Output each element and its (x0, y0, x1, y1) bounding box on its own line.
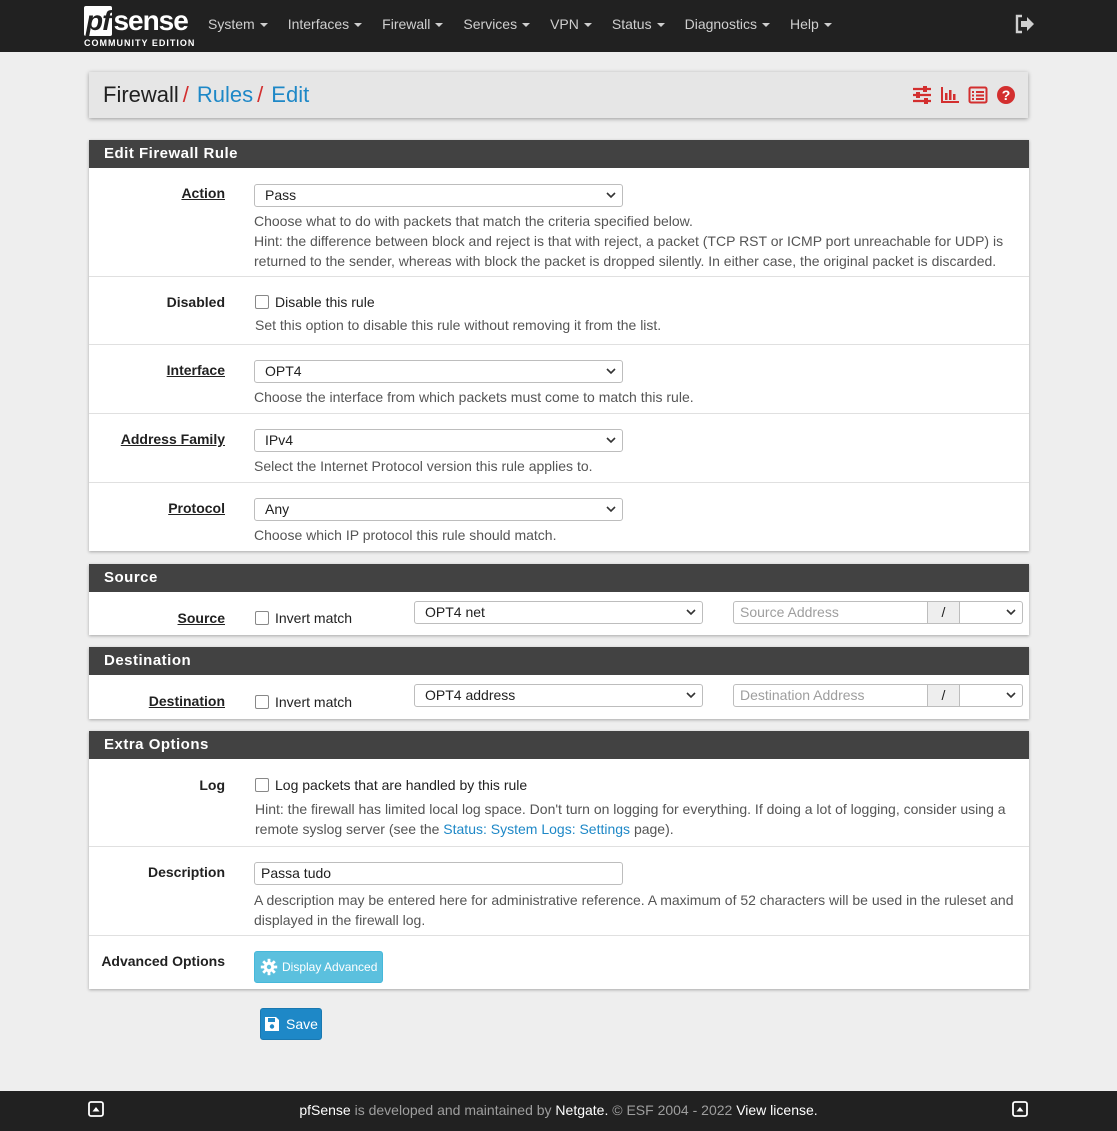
protocol-row: Protocol Any Choose which IP protocol this rule should match. (89, 483, 1029, 551)
menu-firewall[interactable]: Firewall (372, 0, 453, 52)
interface-select[interactable]: OPT4 (254, 360, 623, 383)
extra-options-panel (89, 731, 1029, 989)
chevron-down-icon (605, 434, 617, 446)
list-icon[interactable] (968, 85, 988, 105)
address-family-row: Address Family IPv4 Select the Internet Protocol version this rule applies to. (89, 414, 1029, 483)
sliders-icon[interactable] (912, 85, 932, 105)
menu-interfaces[interactable]: Interfaces (278, 0, 372, 52)
pfsense-link[interactable]: pfSense (299, 1102, 351, 1118)
menu-diagnostics[interactable]: Diagnostics (675, 0, 780, 52)
logout-icon[interactable] (1014, 14, 1036, 34)
edit-rule-panel (89, 140, 1029, 551)
breadcrumb-rules[interactable]: Rules (196, 82, 254, 107)
destination-address-input[interactable]: Destination Address (733, 684, 928, 707)
caret-down-icon (657, 23, 665, 27)
source-mask-select[interactable] (959, 601, 1023, 624)
caret-down-icon (824, 23, 832, 27)
chevron-down-icon (1005, 606, 1017, 618)
pfsense-logo[interactable]: pf sense COMMUNITY EDITION (84, 5, 196, 48)
question-circle-icon[interactable] (996, 85, 1016, 105)
description-label: Description (147, 864, 225, 880)
protocol-label[interactable]: Protocol (168, 500, 225, 516)
caret-down-icon (584, 23, 592, 27)
netgate-link[interactable]: Netgate. (555, 1102, 609, 1118)
disabled-row: Disabled Disable this rule Set this option to disable this rule without removing it from the list. (89, 277, 1029, 345)
advanced-options-label: Advanced Options (101, 953, 225, 969)
disable-rule-checkbox[interactable] (255, 295, 269, 309)
address-family-label[interactable]: Address Family (120, 431, 225, 447)
gear-icon (260, 958, 278, 976)
caret-down-icon (354, 23, 362, 27)
chevron-down-icon (605, 365, 617, 377)
panel-title: Source (89, 564, 1029, 592)
log-row: Log Log packets that are handled by this rule Hint: the firewall has limited local log space. Don't turn on logging for everything. If doing a lot of logging, consider using a remote syslog server (see the Status: System Logs: Settings page). (89, 759, 1029, 847)
disabled-label: Disabled (166, 294, 225, 310)
protocol-select[interactable]: Any (254, 498, 623, 521)
log-checkbox[interactable] (255, 778, 269, 792)
menu-status[interactable]: Status (602, 0, 675, 52)
chevron-down-icon (1005, 689, 1017, 701)
interface-row: Interface OPT4 Choose the interface from which packets must come to match this rule. (89, 345, 1029, 414)
breadcrumb-firewall: Firewall (103, 82, 179, 107)
header-shortcuts (912, 85, 1016, 105)
main-menu (198, 0, 842, 52)
top-navbar (0, 0, 1117, 52)
source-panel (89, 564, 1029, 635)
panel-title: Destination (89, 647, 1029, 675)
system-logs-settings-link[interactable]: Status: System Logs: Settings (443, 821, 631, 837)
menu-vpn[interactable]: VPN (540, 0, 602, 52)
chevron-down-icon (605, 503, 617, 515)
footer-text: pfSense is developed and maintained by Netgate. © ESF 2004 - 2022 View license. (299, 1102, 818, 1118)
display-advanced-button[interactable]: Display Advanced (254, 951, 383, 983)
interface-label[interactable]: Interface (166, 362, 225, 378)
description-input[interactable]: Passa tudo (254, 862, 623, 885)
log-label: Log (199, 777, 225, 793)
source-invert-checkbox[interactable] (255, 611, 269, 625)
caret-down-icon (762, 23, 770, 27)
source-address-input[interactable]: Source Address (733, 601, 928, 624)
caret-down-icon (435, 23, 443, 27)
breadcrumb: Firewall / Rules / Edit (103, 82, 310, 107)
destination-label[interactable]: Destination (148, 693, 225, 709)
bar-chart-icon[interactable] (940, 85, 960, 105)
footer (0, 1091, 1117, 1131)
breadcrumb-edit[interactable]: Edit (271, 82, 310, 107)
panel-title: Edit Firewall Rule (89, 140, 1029, 168)
description-row: Description Passa tudo A description may be entered here for administrative reference. A maximum of 52 characters will be used in the ruleset and displayed in the firewall log. (89, 847, 1029, 936)
advanced-options-row (89, 936, 1029, 989)
source-row: Source Invert match OPT4 net Source Address / (89, 592, 1029, 635)
cidr-separator: / (928, 601, 959, 624)
destination-type-select[interactable]: OPT4 address (414, 684, 703, 707)
destination-invert-checkbox[interactable] (255, 695, 269, 709)
destination-row: Destination Invert match OPT4 address Destination Address / (89, 675, 1029, 719)
source-label[interactable]: Source (177, 610, 225, 626)
action-label[interactable]: Action (181, 185, 225, 201)
menu-system[interactable]: System (198, 0, 278, 52)
scroll-to-top-icon[interactable] (1012, 1101, 1030, 1119)
svg-text:?: ? (1001, 87, 1011, 103)
save-button[interactable]: Save (260, 1008, 322, 1040)
menu-help[interactable]: Help (780, 0, 842, 52)
save-icon (264, 1016, 280, 1032)
destination-panel (89, 647, 1029, 719)
cidr-separator: / (928, 684, 959, 707)
source-type-select[interactable]: OPT4 net (414, 601, 703, 624)
chevron-down-icon (685, 689, 697, 701)
caret-down-icon (260, 23, 268, 27)
address-family-select[interactable]: IPv4 (254, 429, 623, 452)
view-license-link[interactable]: View license. (736, 1102, 818, 1118)
chevron-down-icon (685, 606, 697, 618)
page-header (89, 72, 1028, 118)
chevron-down-icon (605, 189, 617, 201)
action-select[interactable]: Pass (254, 184, 623, 207)
caret-down-icon (522, 23, 530, 27)
destination-mask-select[interactable] (959, 684, 1023, 707)
panel-title: Extra Options (89, 731, 1029, 759)
action-row: Action Pass Choose what to do with packets that match the criteria specified below. Hint: the difference between block and reject is that with reject, a packet (TCP RST or ICMP port unreachable for UDP) is returned to the sender, whereas with block the packet is dropped silently. In either case, the original packet is discarded. (89, 168, 1029, 277)
menu-services[interactable]: Services (453, 0, 540, 52)
